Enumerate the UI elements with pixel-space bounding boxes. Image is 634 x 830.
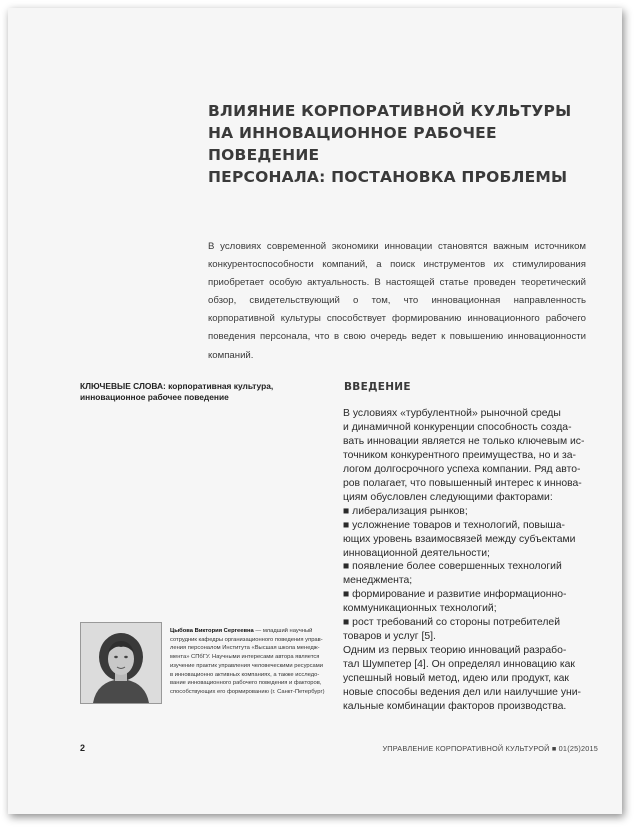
body-line: точником конкурентного преимущества, но и за- [343,449,577,461]
bullet-line: ■ появление более совершенных технологий [343,561,562,573]
journal-running-footer: УПРАВЛЕНИЕ КОРПОРАТИВНОЙ КУЛЬТУРОЙ ■ 01(25)2015 [382,744,598,753]
article-title-line-2: НА ИННОВАЦИОННОЕ РАБОЧЕЕ ПОВЕДЕНИЕ [208,124,497,164]
body-line: циям обусловлен следующими факторами: [343,491,553,503]
article-title-line-1: ВЛИЯНИЕ КОРПОРАТИВНОЙ КУЛЬТУРЫ [208,102,572,120]
page-number: 2 [80,743,86,753]
body-line: тал Шумпетер [4]. Он определял инновацию как [343,659,575,671]
author-bio-line: сотрудник кафедры организационного поведения управ- [170,636,323,643]
author-bio-line: ления персоналом Института «Высшая школа менедж- [170,645,320,652]
keywords: КЛЮЧЕВЫЕ СЛОВА: корпоративная культура, инновационное рабочее поведение [80,381,274,402]
body-line: ющих уровень взаимосвязей между субъектами [343,533,576,545]
body-text [343,407,587,714]
author-bio-first-line [170,627,320,636]
bullet-line: ■ усложнение товаров и технологий, повыша- [343,519,565,531]
author-role: — младший научный [253,628,313,634]
article-title [208,100,588,188]
body-line: логом долгосрочного успеха компании. Ряд авто- [343,463,581,475]
body-line: кальные комбинации факторов производства. [343,701,567,713]
abstract: В условиях современной экономики инновации становятся важным источником конкурентоспособности компаний, а поиск инструментов их стимулирования приобретает особую актуальность. В настоящей статье проведен теоретический обзор, свидетельствующий о том, что инновационная направленность корпоративной культуры способствует формированию инновационного рабочего поведения персонала, что в свою очередь ведет к повышению инновационности компаний. [208,241,586,361]
body-line: коммуникационных технологий; [343,603,497,615]
article-title-line-3: ПЕРСОНАЛА: ПОСТАНОВКА ПРОБЛЕМЫ [208,168,568,186]
author-photo [80,622,162,704]
author-bio-line: мента» СПбГУ. Научными интересами автора является [170,654,320,661]
body-line: ров полагает, что повышенный интерес к иннова- [343,477,582,489]
body-line: В условиях «турбулентной» рыночной среды [343,408,561,419]
body-line: вать инновации является не только ключевым ис- [343,435,585,447]
author-bio-line: вание инновационного рабочего поведения и факторов, [170,680,322,687]
author-bio [170,627,325,697]
body-line: товаров и услуг [5]. [343,631,436,643]
body-line: и динамичной конкуренции способность созда- [343,421,572,433]
author-portrait-image [81,623,161,703]
body-line: инновационной деятельности; [343,547,490,559]
body-line: менеджмента; [343,575,413,587]
author-bio-line: в инновационно активных компаниях, а также исследо- [170,671,320,678]
body-line: Одним из первых теорию инноваций разрабо- [343,645,567,657]
bullet-line: ■ либерализация рынков; [343,505,468,517]
body-line: успешный новый метод, идею или продукт, как [343,673,569,685]
section-heading: ВВЕДЕНИЕ [344,381,411,393]
bullet-line: ■ рост требований со стороны потребителей [343,617,561,629]
author-bio-line: способствующих его формированию (г. Санкт-Петербург) [170,688,325,695]
bullet-line: ■ формирование и развитие информационно- [343,589,567,601]
author-bio-line: изучение практик управления человеческими ресурсами [170,662,323,669]
body-line: новые способы ведения дел или наилучшие уни- [343,687,582,699]
author-name: Цыбова Виктория Сергеевна [170,628,254,634]
